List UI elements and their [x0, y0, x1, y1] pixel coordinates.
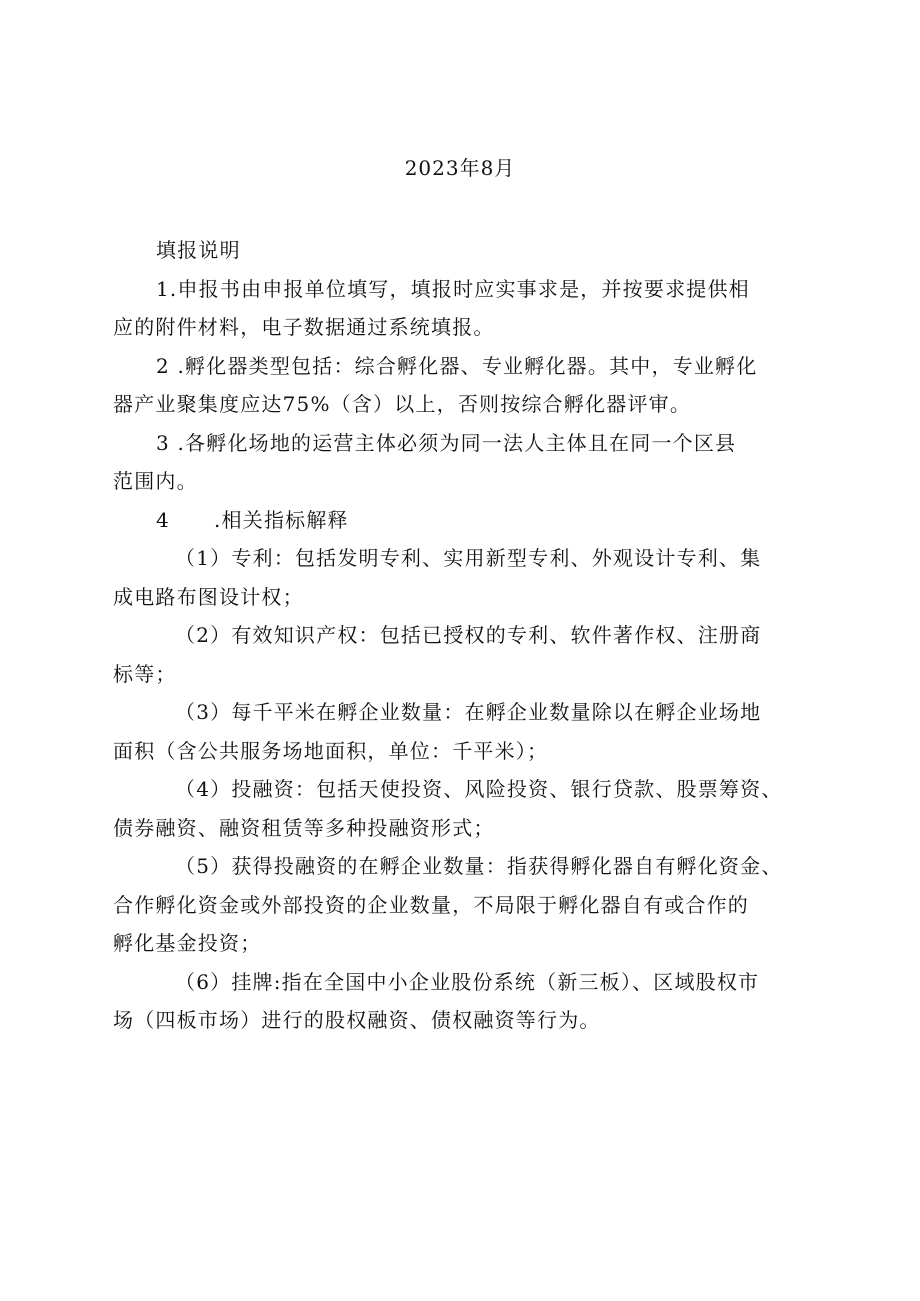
indicator-3-line-2: 面积（含公共服务场地面积，单位：千平米）； [113, 738, 549, 763]
indicator-1-line-1: （1）专利：包括发明专利、实用新型专利、外观设计专利、集 [175, 546, 762, 570]
indicator-5-line-1: （5）获得投融资的在孵企业数量：指获得孵化器自有孵化资金、 [175, 854, 783, 878]
document-date: 2023年8月 [404, 156, 516, 180]
indicator-2-line-2: 标等； [113, 661, 177, 686]
instruction-item-1-line-1: 1.申报书由申报单位填写，填报时应实事求是，并按要求提供相 [156, 276, 750, 301]
instruction-item-1-line-2: 应的附件材料，电子数据通过系统填报。 [113, 315, 495, 339]
instruction-item-4-text: .相关指标解释 [214, 507, 349, 532]
instruction-item-4 [113, 501, 813, 540]
indicator-6-line-1: （6）挂牌:指在全国中小企业股份系统（新三板）、区域股权市 [175, 969, 760, 994]
indicator-6-line-2: 场（四板市场）进行的股权融资、债权融资等行为。 [113, 1008, 601, 1032]
instruction-item-3-line-2: 范围内。 [113, 469, 198, 493]
indicator-5-line-2: 合作孵化资金或外部投资的企业数量，不局限于孵化器自有或合作的 [113, 892, 749, 917]
indicator-4-line-1: （4）投融资：包括天使投资、风险投资、银行贷款、股票筹资、 [175, 777, 783, 801]
indicator-1-line-2: 成电路布图设计权； [113, 584, 304, 609]
indicator-4-line-2: 债券融资、融资租赁等多种投融资形式； [113, 815, 495, 840]
section-title: 填报说明 [156, 238, 241, 262]
instruction-item-2-line-2: 器产业聚集度应达75%（含）以上，否则按综合孵化器评审。 [113, 392, 692, 416]
instruction-item-3-line-1: 3 .各孵化场地的运营主体必须为同一法人主体且在同一个区县 [156, 430, 737, 455]
instruction-item-2-line-1: 2 .孵化器类型包括：综合孵化器、专业孵化器。其中，专业孵化 [156, 353, 758, 378]
indicator-2-line-1: （2）有效知识产权：包括已授权的专利、软件著作权、注册商 [175, 623, 762, 647]
instruction-item-4-number: 4 [156, 507, 170, 532]
filling-instructions [113, 231, 813, 1040]
indicator-3-line-1: （3）每千平米在孵企业数量：在孵企业数量除以在孵企业场地 [175, 700, 762, 724]
indicator-5-line-3: 孵化基金投资； [113, 931, 262, 955]
